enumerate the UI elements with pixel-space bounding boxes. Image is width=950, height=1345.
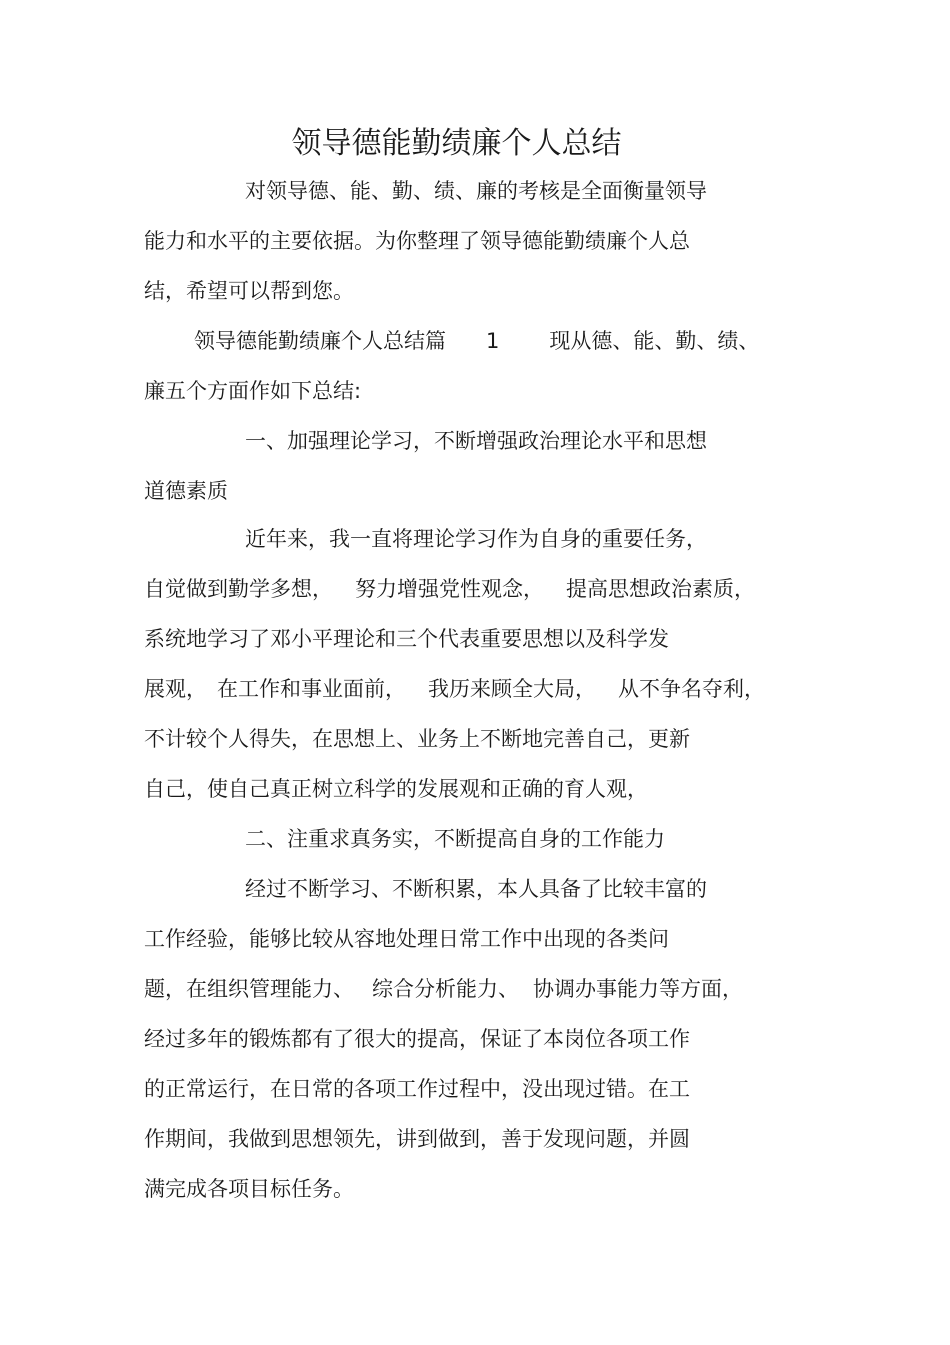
paragraph-line: 结，希望可以帮到您。 — [144, 279, 354, 303]
paragraph-line: 对领导德、能、勤、绩、廉的考核是全面衡量领导 — [245, 179, 707, 203]
paragraph-line: 不计较个人得失，在思想上、业务上不断地完善自己，更新 — [144, 727, 690, 751]
paragraph-line — [194, 326, 759, 356]
paragraph-line: 能力和水平的主要依据。为你整理了领导德能勤绩廉个人总 — [144, 229, 690, 253]
paragraph-text: 努力增强党性观念， — [355, 577, 544, 601]
paragraph-text: 现从德、能、勤、绩、 — [549, 329, 760, 353]
paragraph-text: 综合分析能力、 — [372, 977, 519, 1001]
paragraph-line: 廉五个方面作如下总结: — [144, 379, 362, 403]
paragraph-text: 自觉做到勤学多想， — [144, 577, 333, 601]
paragraph-line — [144, 674, 765, 704]
section-number: 1 — [486, 329, 500, 353]
section-heading: 一、加强理论学习，不断增强政治理论水平和思想 — [245, 429, 707, 453]
paragraph-text: 从不争名夺利， — [618, 677, 765, 701]
paragraph-text: 提高思想政治素质， — [566, 577, 755, 601]
paragraph-line: 作期间，我做到思想领先，讲到做到，善于发现问题，并圆 — [144, 1127, 690, 1151]
section-heading: 二、注重求真务实，不断提高自身的工作能力 — [245, 827, 665, 851]
paragraph-line: 工作经验，能够比较从容地处理日常工作中出现的各类问 — [144, 927, 669, 951]
paragraph-line: 近年来，我一直将理论学习作为自身的重要任务， — [245, 527, 707, 551]
paragraph-text: 我历来顾全大局， — [428, 677, 596, 701]
section-heading: 领导德能勤绩廉个人总结篇 — [194, 329, 446, 353]
paragraph-text: 题，在组织管理能力、 — [144, 977, 354, 1001]
paragraph-line: 系统地学习了邓小平理论和三个代表重要思想以及科学发 — [144, 627, 669, 651]
paragraph-text: 在工作和事业面前， — [217, 677, 406, 701]
paragraph-line — [144, 574, 755, 604]
paragraph-line: 经过不断学习、不断积累，本人具备了比较丰富的 — [245, 877, 707, 901]
paragraph-text: 展观， — [144, 677, 207, 701]
paragraph-text: 协调办事能力等方面， — [533, 977, 743, 1001]
paragraph-line: 的正常运行，在日常的各项工作过程中，没出现过错。在工 — [144, 1077, 690, 1101]
paragraph-line: 自己，使自己真正树立科学的发展观和正确的育人观， — [144, 777, 648, 801]
document-title: 领导德能勤绩廉个人总结 — [291, 126, 622, 161]
section-heading: 道德素质 — [144, 479, 228, 503]
paragraph-line: 满完成各项目标任务。 — [144, 1177, 354, 1201]
paragraph-line — [144, 974, 743, 1004]
paragraph-line: 经过多年的锻炼都有了很大的提高，保证了本岗位各项工作 — [144, 1027, 690, 1051]
